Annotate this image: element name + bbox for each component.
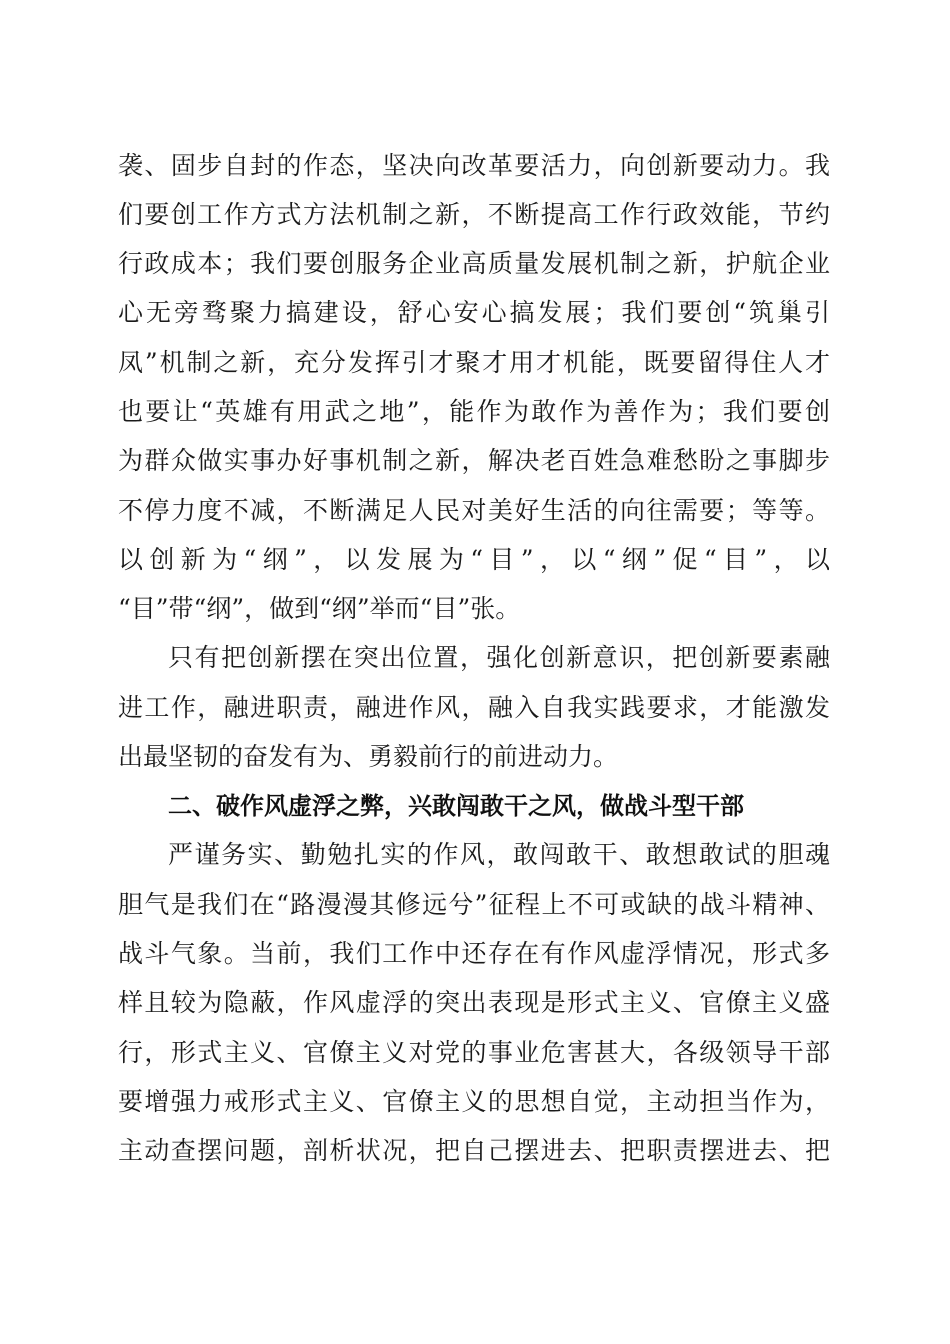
paragraph-1-line-9: 以创新为“纲”，以发展为“目”，以“纲”促“目”，以 [118, 545, 830, 574]
paragraph-3-line-4: 样且较为隐蔽，作风虚浮的突出表现是形式主义、官僚主义盛 [118, 988, 830, 1017]
paragraph-2-line-1: 只有把创新摆在突出位置，强化创新意识，把创新要素融 [168, 643, 830, 672]
paragraph-1-line-7: 为群众做实事办好事机制之新，解决老百姓急难愁盼之事脚步 [118, 446, 830, 475]
paragraph-3-line-7: 主动查摆问题，剖析状况，把自己摆进去、把职责摆进去、把 [118, 1136, 830, 1165]
section-heading-2: 二、破作风虚浮之弊，兴敢闯敢干之风，做战斗型干部 [168, 792, 744, 820]
paragraph-3-line-1: 严谨务实、勤勉扎实的作风，敢闯敢干、敢想敢试的胆魂 [168, 840, 830, 869]
paragraph-1-line-6: 也要让“英雄有用武之地”，能作为敢作为善作为；我们要创 [118, 397, 830, 426]
paragraph-1-line-3: 行政成本；我们要创服务企业高质量发展机制之新，护航企业 [118, 249, 830, 278]
paragraph-1-line-10: “目”带“纲”，做到“纲”举而“目”张。 [118, 594, 521, 623]
paragraph-1-line-5: 凤”机制之新，充分发挥引才聚才用才机能，既要留得住人才 [118, 348, 830, 377]
paragraph-3-line-3: 战斗气象。当前，我们工作中还存在有作风虚浮情况，形式多 [118, 939, 830, 968]
paragraph-2-line-3: 出最坚韧的奋发有为、勇毅前行的前进动力。 [118, 742, 619, 771]
paragraph-1-line-8: 不停力度不减，不断满足人民对美好生活的向往需要；等等。 [118, 496, 830, 525]
paragraph-1-line-4: 心无旁骛聚力搞建设，舒心安心搞发展；我们要创“筑巢引 [118, 298, 830, 327]
paragraph-3-line-6: 要增强力戒形式主义、官僚主义的思想自觉，主动担当作为， [118, 1087, 830, 1116]
paragraph-1-line-1: 袭、固步自封的作态，坚决向改革要活力，向创新要动力。我 [118, 151, 830, 180]
paragraph-3-line-5: 行，形式主义、官僚主义对党的事业危害甚大，各级领导干部 [118, 1038, 830, 1067]
paragraph-2-line-2: 进工作，融进职责，融进作风，融入自我实践要求，才能激发 [118, 693, 830, 722]
paragraph-3-line-2: 胆气是我们在“路漫漫其修远兮”征程上不可或缺的战斗精神、 [118, 890, 830, 919]
paragraph-1-line-2: 们要创工作方式方法机制之新，不断提高工作行政效能，节约 [118, 200, 830, 229]
